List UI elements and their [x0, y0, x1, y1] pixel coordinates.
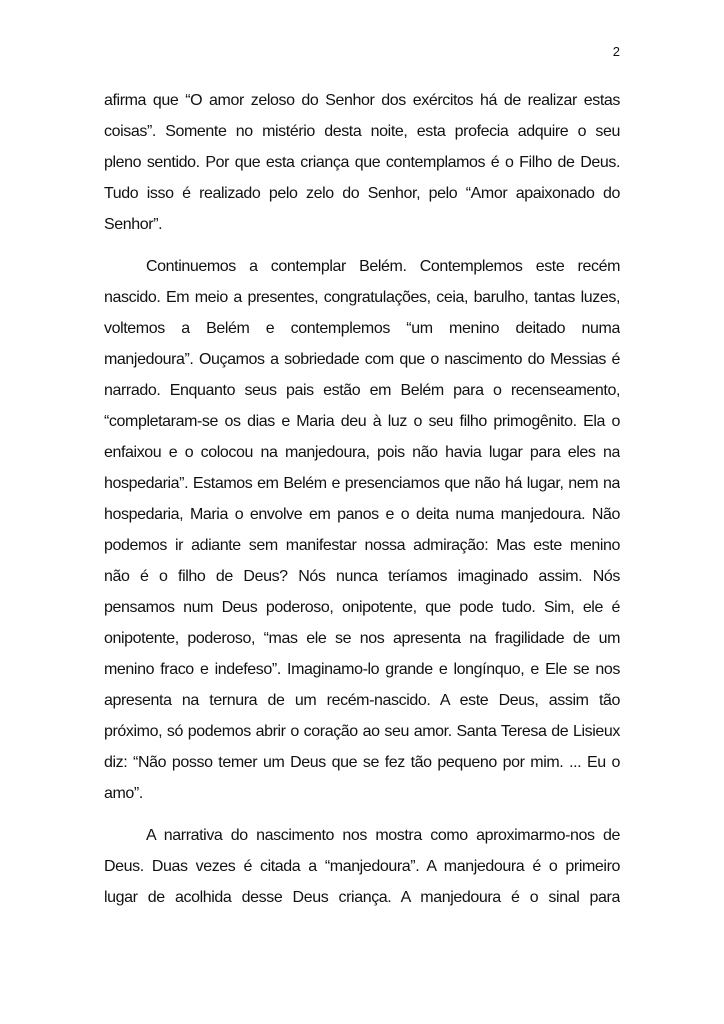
text-line: manjedoura”. Ouçamos a sobriedade com que o nascimento do Messias é [104, 351, 620, 368]
text-line: A narrativa do nascimento nos mostra como aproximarmo-nos de [146, 827, 620, 844]
text-line: afirma que “O amor zeloso do Senhor dos exércitos há de realizar estas [104, 92, 620, 109]
text-line: Senhor”. [104, 216, 163, 233]
text-line: hospedaria”. Estamos em Belém e presenciamos que não há lugar, nem na [104, 475, 620, 492]
text-line: apresenta na ternura de um recém-nascido. A este Deus, assim tão [104, 692, 620, 709]
text-line: voltemos a Belém e contemplemos “um menino deitado numa [104, 320, 620, 337]
text-line: Deus. Duas vezes é citada a “manjedoura”. A manjedoura é o primeiro [104, 858, 620, 875]
text-line: diz: “Não posso temer um Deus que se fez tão pequeno por mim. ... Eu o [104, 754, 620, 771]
paragraph-1 [104, 85, 620, 240]
text-line: amo”. [104, 785, 143, 802]
text-line: não é o filho de Deus? Nós nunca teríamos imaginado assim. Nós [104, 568, 620, 585]
text-line: Tudo isso é realizado pelo zelo do Senhor, pelo “Amor apaixonado do [104, 185, 620, 202]
paragraph-2 [104, 251, 620, 809]
text-line: Continuemos a contemplar Belém. Contemplemos este recém [146, 258, 620, 275]
text-line: nascido. Em meio a presentes, congratulações, ceia, barulho, tantas luzes, [104, 289, 620, 306]
text-line: hospedaria, Maria o envolve em panos e o deita numa manjedoura. Não [104, 506, 620, 523]
text-line: enfaixou e o colocou na manjedoura, pois não havia lugar para eles na [104, 444, 620, 461]
paragraph-3 [104, 820, 620, 913]
body-text [104, 85, 620, 913]
text-line: “completaram-se os dias e Maria deu à luz o seu filho primogênito. Ela o [104, 413, 620, 430]
page-number: 2 [612, 44, 620, 59]
text-line: podemos ir adiante sem manifestar nossa admiração: Mas este menino [104, 537, 620, 554]
text-line: onipotente, poderoso, “mas ele se nos apresenta na fragilidade de um [104, 630, 620, 647]
text-line: coisas”. Somente no mistério desta noite, esta profecia adquire o seu [104, 123, 620, 140]
text-line: narrado. Enquanto seus pais estão em Belém para o recenseamento, [104, 382, 620, 399]
text-line: menino fraco e indefeso”. Imaginamo-lo grande e longínquo, e Ele se nos [104, 661, 620, 678]
text-line: pleno sentido. Por que esta criança que contemplamos é o Filho de Deus. [104, 154, 620, 171]
text-line: próximo, só podemos abrir o coração ao seu amor. Santa Teresa de Lisieux [104, 723, 620, 740]
text-line: lugar de acolhida desse Deus criança. A manjedoura é o sinal para [104, 889, 620, 906]
text-line: pensamos num Deus poderoso, onipotente, que pode tudo. Sim, ele é [104, 599, 620, 616]
